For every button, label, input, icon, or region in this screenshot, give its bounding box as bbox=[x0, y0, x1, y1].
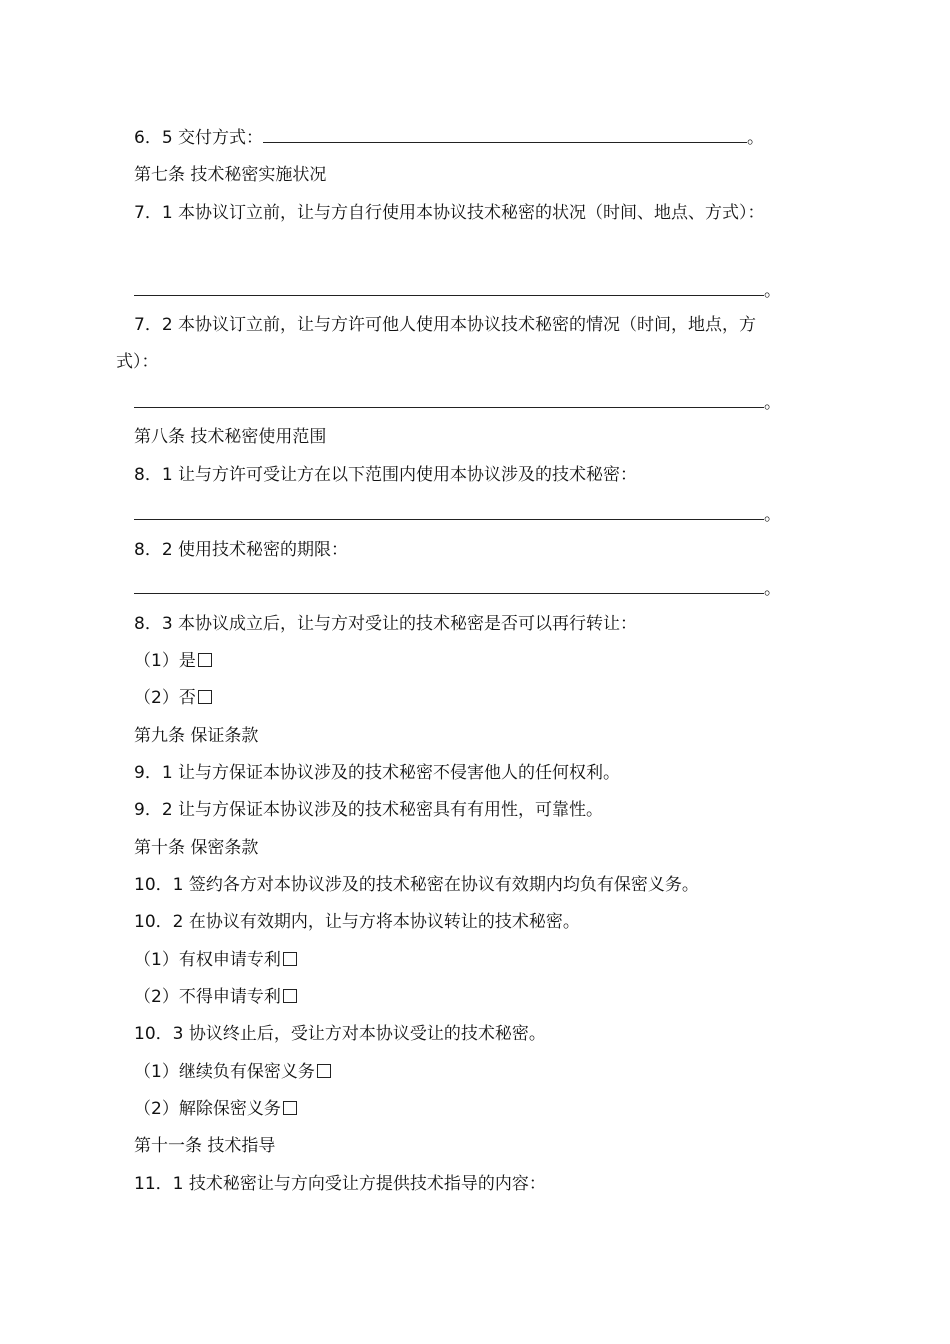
clause-8-1: 8．1 让与方许可受让方在以下范围内使用本协议涉及的技术秘密： bbox=[134, 465, 638, 485]
article-11-heading: 第十一条 技术指导 bbox=[134, 1136, 276, 1156]
clause-6-5-label: 6．5 交付方式： bbox=[134, 128, 264, 148]
checkbox-no[interactable] bbox=[198, 690, 212, 704]
clause-7-2-cont: 式）： bbox=[116, 352, 159, 372]
checkbox-may-not-apply-patent[interactable] bbox=[283, 989, 297, 1003]
clause-7-1-fill: 。 bbox=[134, 279, 781, 303]
option-8-3-yes: （1）是 bbox=[134, 649, 212, 673]
clause-7-2: 7．2 本协议订立前，让与方许可他人使用本协议技术秘密的情况（时间，地点，方 bbox=[134, 315, 757, 335]
clause-10-2: 10．2 在协议有效期内，让与方将本协议转让的技术秘密。 bbox=[134, 912, 580, 932]
clause-8-2-fill: 。 bbox=[134, 577, 781, 601]
option-10-3-2: （2）解除保密义务 bbox=[134, 1097, 297, 1121]
clause-10-1: 10．1 签约各方对本协议涉及的技术秘密在协议有效期内均负有保密义务。 bbox=[134, 875, 699, 895]
option-10-2-2: （2）不得申请专利 bbox=[134, 985, 297, 1009]
article-7-heading: 第七条 技术秘密实施状况 bbox=[134, 165, 327, 185]
option-10-2-1: （1）有权申请专利 bbox=[134, 948, 297, 972]
article-9-heading: 第九条 保证条款 bbox=[134, 726, 259, 746]
clause-6-5: 6．5 交付方式： 。 bbox=[134, 128, 765, 148]
checkbox-yes[interactable] bbox=[198, 653, 212, 667]
use-scope-blank[interactable] bbox=[134, 505, 764, 520]
clause-9-2: 9．2 让与方保证本协议涉及的技术秘密具有有用性，可靠性。 bbox=[134, 800, 604, 820]
clause-10-3: 10．3 协议终止后，受让方对本协议受让的技术秘密。 bbox=[134, 1024, 546, 1044]
clause-8-1-fill: 。 bbox=[134, 503, 781, 527]
option-10-3-1: （1）继续负有保密义务 bbox=[134, 1060, 331, 1084]
clause-8-3: 8．3 本协议成立后，让与方对受让的技术秘密是否可以再行转让： bbox=[134, 614, 638, 634]
clause-8-2: 8．2 使用技术秘密的期限： bbox=[134, 540, 349, 560]
clause-7-1: 7．1 本协议订立前，让与方自行使用本协议技术秘密的状况（时间、地点、方式）： bbox=[134, 203, 765, 223]
clause-9-1: 9．1 让与方保证本协议涉及的技术秘密不侵害他人的任何权利。 bbox=[134, 763, 621, 783]
clause-7-2-fill: 。 bbox=[134, 391, 781, 415]
licensed-use-status-blank[interactable] bbox=[134, 393, 764, 408]
article-10-heading: 第十条 保密条款 bbox=[134, 838, 259, 858]
checkbox-release-confidentiality[interactable] bbox=[283, 1101, 297, 1115]
self-use-status-blank[interactable] bbox=[134, 281, 764, 296]
checkbox-continue-confidentiality[interactable] bbox=[317, 1064, 331, 1078]
option-8-3-no: （2）否 bbox=[134, 686, 212, 710]
clause-11-1: 11．1 技术秘密让与方向受让方提供技术指导的内容： bbox=[134, 1174, 546, 1194]
delivery-method-blank[interactable] bbox=[263, 128, 747, 143]
checkbox-may-apply-patent[interactable] bbox=[283, 952, 297, 966]
article-8-heading: 第八条 技术秘密使用范围 bbox=[134, 427, 327, 447]
use-period-blank[interactable] bbox=[134, 579, 764, 594]
